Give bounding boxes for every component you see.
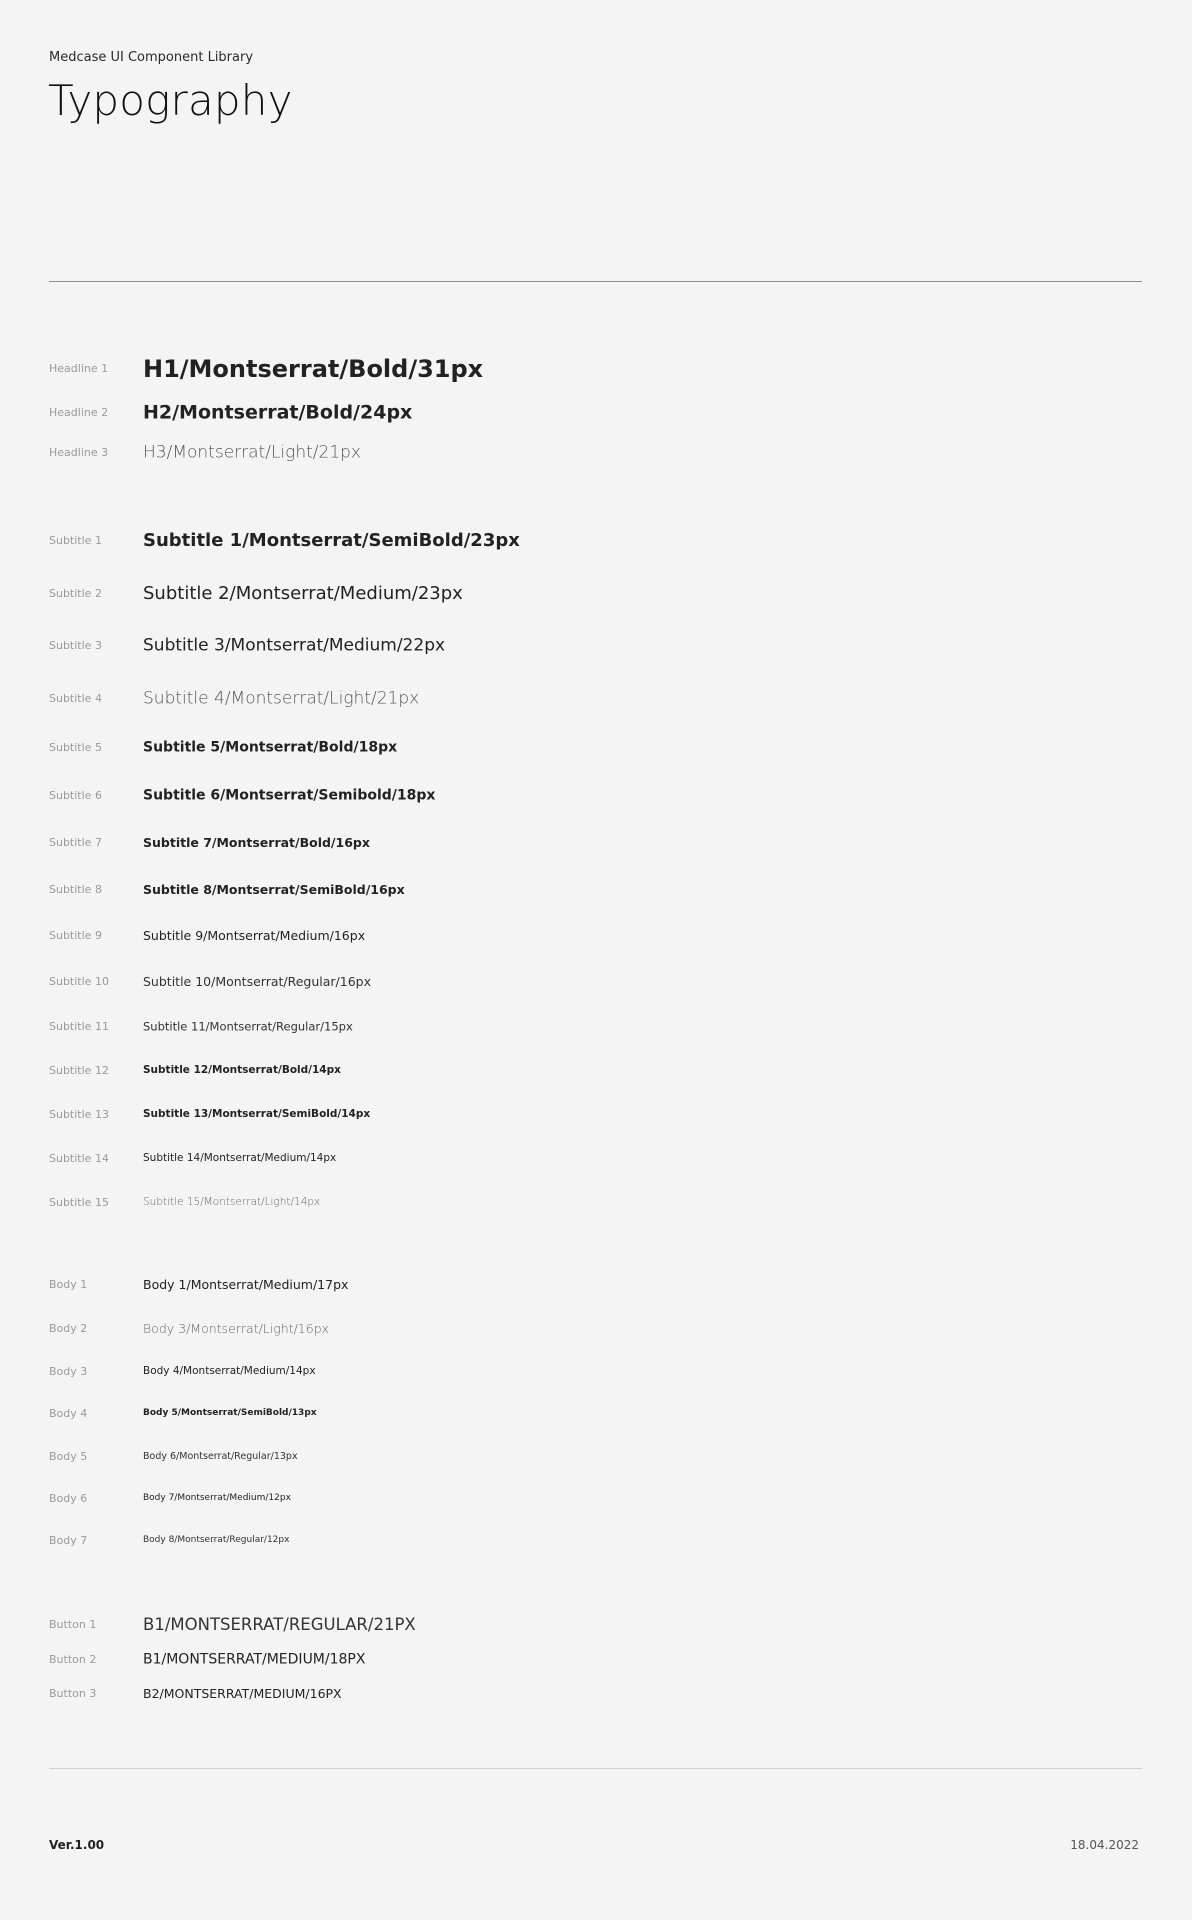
version-label: Ver.1.00 xyxy=(49,1838,105,1852)
subtitle-10-sample: Subtitle 10/Montserrat/Regular/16px xyxy=(143,974,372,990)
body-4-sample: Body 5/Montserrat/SemiBold/13px xyxy=(143,1408,317,1419)
library-name: Medcase UI Component Library xyxy=(49,50,254,65)
subtitle-9-row xyxy=(0,928,1192,944)
subtitle-15-row xyxy=(0,1196,1192,1209)
subtitle-4-row xyxy=(0,688,1192,709)
subtitle-2-row xyxy=(0,583,1192,605)
headline-1-label: Headline 1 xyxy=(49,362,109,375)
subtitle-8-label: Subtitle 8 xyxy=(49,883,102,896)
subtitle-10-label: Subtitle 10 xyxy=(49,975,109,988)
body-1-label: Body 1 xyxy=(49,1278,88,1291)
subtitle-9-label: Subtitle 9 xyxy=(49,929,102,942)
subtitle-4-label: Subtitle 4 xyxy=(49,692,102,705)
body-1-sample: Body 1/Montserrat/Medium/17px xyxy=(143,1277,349,1293)
subtitle-5-label: Subtitle 5 xyxy=(49,741,102,754)
button-1-label: Button 1 xyxy=(49,1618,97,1631)
subtitle-7-sample: Subtitle 7/Montserrat/Bold/16px xyxy=(143,835,370,851)
button-1-sample: B1/MONTSERRAT/REGULAR/21PX xyxy=(143,1614,416,1634)
headline-2-row xyxy=(0,401,1192,424)
button-2-label: Button 2 xyxy=(49,1653,97,1666)
button-2-row xyxy=(0,1651,1192,1668)
subtitle-15-sample: Subtitle 15/Montserrat/Light/14px xyxy=(143,1196,321,1209)
body-3-row xyxy=(0,1365,1192,1378)
subtitle-7-label: Subtitle 7 xyxy=(49,836,102,849)
subtitle-13-row xyxy=(0,1108,1192,1121)
headline-3-label: Headline 3 xyxy=(49,446,109,459)
subtitle-14-sample: Subtitle 14/Montserrat/Medium/14px xyxy=(143,1152,337,1165)
button-3-row xyxy=(0,1686,1192,1702)
subtitle-6-label: Subtitle 6 xyxy=(49,789,102,802)
subtitle-13-sample: Subtitle 13/Montserrat/SemiBold/14px xyxy=(143,1108,371,1121)
button-3-sample: B2/MONTSERRAT/MEDIUM/16PX xyxy=(143,1686,342,1702)
body-6-row xyxy=(0,1492,1192,1505)
body-4-label: Body 4 xyxy=(49,1407,88,1420)
subtitle-12-row xyxy=(0,1064,1192,1077)
subtitle-5-sample: Subtitle 5/Montserrat/Bold/18px xyxy=(143,739,398,756)
subtitle-1-label: Subtitle 1 xyxy=(49,534,102,547)
body-1-row xyxy=(0,1277,1192,1293)
body-5-row xyxy=(0,1450,1192,1463)
header-divider xyxy=(49,281,1142,282)
body-7-sample: Body 8/Montserrat/Regular/12px xyxy=(143,1535,290,1546)
body-6-sample: Body 7/Montserrat/Medium/12px xyxy=(143,1493,291,1504)
body-2-row xyxy=(0,1321,1192,1337)
button-1-row xyxy=(0,1614,1192,1634)
body-7-label: Body 7 xyxy=(49,1534,88,1547)
subtitle-7-row xyxy=(0,835,1192,851)
body-5-sample: Body 6/Montserrat/Regular/13px xyxy=(143,1450,298,1462)
body-6-label: Body 6 xyxy=(49,1492,88,1505)
subtitle-3-label: Subtitle 3 xyxy=(49,639,102,652)
subtitle-5-row xyxy=(0,739,1192,756)
subtitle-1-sample: Subtitle 1/Montserrat/SemiBold/23px xyxy=(143,530,520,552)
headline-2-sample: H2/Montserrat/Bold/24px xyxy=(143,401,413,424)
body-2-label: Body 2 xyxy=(49,1322,88,1335)
subtitle-11-label: Subtitle 11 xyxy=(49,1020,109,1033)
subtitle-6-row xyxy=(0,787,1192,804)
subtitle-14-row xyxy=(0,1152,1192,1165)
body-4-row xyxy=(0,1407,1192,1420)
subtitle-2-sample: Subtitle 2/Montserrat/Medium/23px xyxy=(143,583,463,605)
subtitle-3-row xyxy=(0,635,1192,656)
button-2-sample: B1/MONTSERRAT/MEDIUM/18PX xyxy=(143,1651,366,1668)
subtitle-4-sample: Subtitle 4/Montserrat/Light/21px xyxy=(143,688,420,709)
body-5-label: Body 5 xyxy=(49,1450,88,1463)
subtitle-10-row xyxy=(0,974,1192,990)
subtitle-3-sample: Subtitle 3/Montserrat/Medium/22px xyxy=(143,635,446,656)
date-label: 18.04.2022 xyxy=(1070,1838,1139,1852)
subtitle-1-row xyxy=(0,530,1192,552)
button-3-label: Button 3 xyxy=(49,1687,97,1700)
headline-3-sample: H3/Montserrat/Light/21px xyxy=(143,442,361,463)
headline-2-label: Headline 2 xyxy=(49,406,109,419)
subtitle-6-sample: Subtitle 6/Montserrat/Semibold/18px xyxy=(143,787,436,804)
subtitle-8-sample: Subtitle 8/Montserrat/SemiBold/16px xyxy=(143,882,405,898)
subtitle-2-label: Subtitle 2 xyxy=(49,587,102,600)
subtitle-12-label: Subtitle 12 xyxy=(49,1064,109,1077)
headline-1-row xyxy=(0,354,1192,383)
subtitle-15-label: Subtitle 15 xyxy=(49,1196,109,1209)
body-3-label: Body 3 xyxy=(49,1365,88,1378)
footer-divider xyxy=(49,1768,1142,1769)
page-title: Typography xyxy=(48,76,293,125)
subtitle-14-label: Subtitle 14 xyxy=(49,1152,109,1165)
headline-1-sample: H1/Montserrat/Bold/31px xyxy=(143,354,484,383)
subtitle-12-sample: Subtitle 12/Montserrat/Bold/14px xyxy=(143,1064,341,1077)
subtitle-13-label: Subtitle 13 xyxy=(49,1108,109,1121)
subtitle-9-sample: Subtitle 9/Montserrat/Medium/16px xyxy=(143,928,366,944)
subtitle-11-row xyxy=(0,1019,1192,1034)
body-3-sample: Body 4/Montserrat/Medium/14px xyxy=(143,1365,316,1378)
body-2-sample: Body 3/Montserrat/Light/16px xyxy=(143,1321,330,1337)
subtitle-11-sample: Subtitle 11/Montserrat/Regular/15px xyxy=(143,1019,353,1034)
subtitle-8-row xyxy=(0,882,1192,898)
headline-3-row xyxy=(0,442,1192,463)
body-7-row xyxy=(0,1534,1192,1547)
